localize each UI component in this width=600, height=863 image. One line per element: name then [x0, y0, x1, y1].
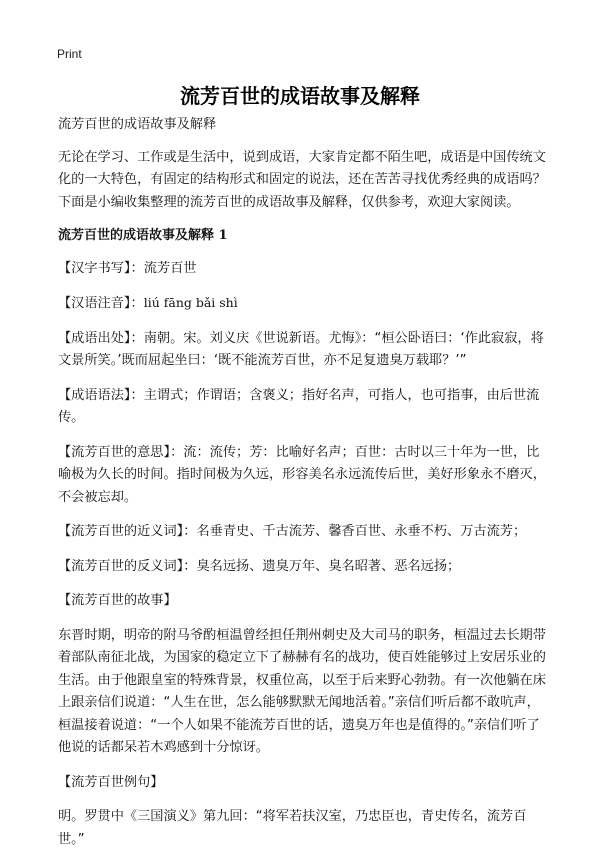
example-paragraph: 明。罗贯中《三国演义》第九回：“将军若扶汉室，乃忠臣也，青史传名，流芳百世。”	[58, 809, 527, 847]
story-paragraph: 东晋时期，明帝的附马爷酌桓温曾经担任荆州刺史及大司马的职务，桓温过去长期带着部队南征北战，为国家的稳定立下了赫赫有名的战功，使百姓能够过上安居乐业的生活。由于他跟皇室的特殊背景，权重位高，以至于后来野心勃勃。有一次他躺在床上跟亲信们说道：“人生在世，怎么能够默默无闻地活着。”亲信们听后都不敢吭声，桓温接着说道：“一个人如果不能流芳百世的话，遗臭万年也是值得的。”亲信们听了他说的话都呆若木鸡感到十分惊讶。	[58, 627, 546, 755]
page-title: 流芳百世的成语故事及解释	[180, 84, 420, 108]
grammar-field: 【成语语法】：主谓式；作谓语；含褒义；指好名声，可指人，也可指事，由后世流传。	[58, 387, 540, 425]
source-field: 【成语出处】：南朝。宋。刘义庆《世说新语。尤悔》：“桓公卧语曰：‘作此寂寂，将文景所笑。’既而屈起坐曰：‘既不能流芳百世，亦不足复遗臭万载耶？’”	[58, 330, 544, 368]
section-heading: 流芳百世的成语故事及解释 1	[58, 228, 228, 243]
intro-paragraph: 无论在学习、工作或是生活中，说到成语，大家肯定都不陌生吧，成语是中国传统文化的一大特色，有固定的结构形式和固定的说法，还在苦苦寻找优秀经典的成语吗？下面是小编收集整理的流芳百世的成语故事及解释，仅供参考，欢迎大家阅读。	[58, 149, 546, 210]
synonyms-field: 【流芳百世的近义词】：名垂青史、千古流芳、馨香百世、永垂不朽、万古流芳；	[58, 524, 527, 539]
article-body	[58, 114, 550, 863]
hanzi-field: 【汉字书写】：流芳百世	[58, 260, 197, 276]
example-heading: 【流芳百世例句】	[58, 774, 164, 790]
pinyin-field	[58, 292, 550, 316]
pinyin-label: 【汉语注音】：	[58, 296, 144, 311]
antonyms-field: 【流芳百世的反义词】：臭名远扬、遗臭万年、臭名昭著、恶名远扬；	[58, 558, 461, 574]
article-subtitle: 流芳百世的成语故事及解释	[58, 117, 217, 132]
meaning-field: 【流芳百世的意思】：流：流传；芳：比喻好名声；百世：古时以三十年为一世，比喻极为久长的时间。指时间极为久远，形容美名永远流传后世，美好形象永不磨灭，不会被忘却。	[58, 444, 546, 505]
story-heading: 【流芳百世的故事】	[58, 593, 177, 608]
print-link[interactable]: Print	[57, 47, 82, 61]
pinyin-value: liú fāng bǎi shì	[143, 295, 238, 310]
